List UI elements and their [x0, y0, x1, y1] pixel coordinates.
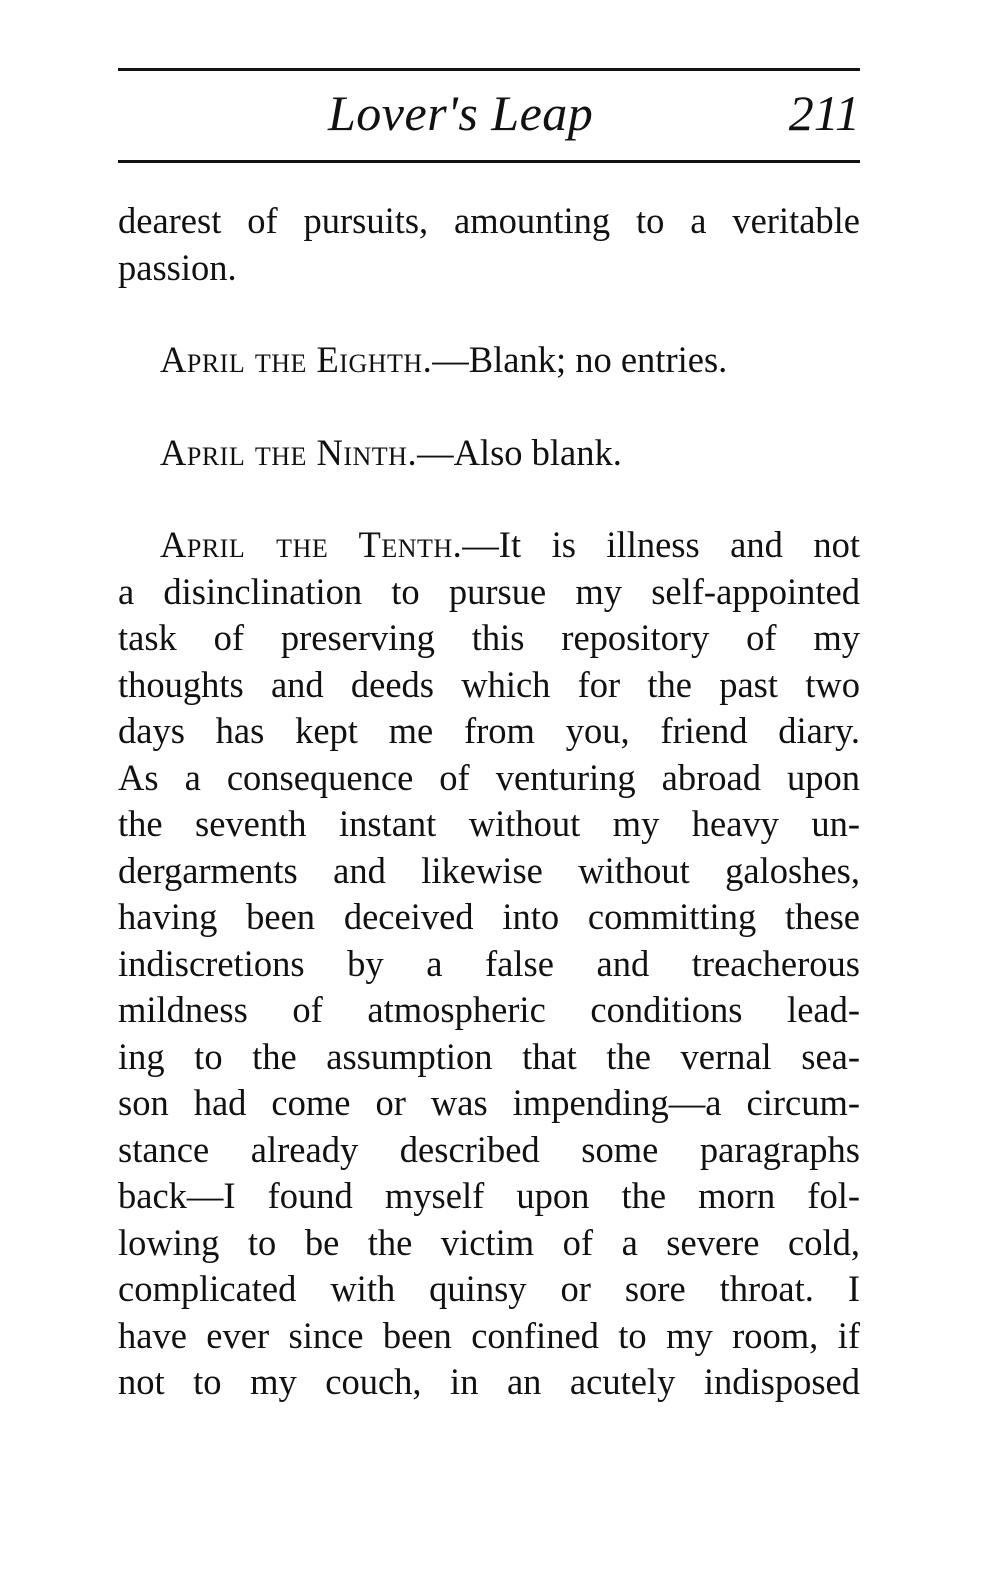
text-line: mildness of atmospheric conditions lead-: [118, 989, 860, 1030]
diary-entry-april-8: [118, 337, 860, 384]
body-text: [118, 198, 860, 1406]
text-line: lowing to be the victim of a severe cold,: [118, 1221, 860, 1263]
text-line: passion.: [118, 246, 237, 288]
text-line: days has kept me from you, friend diary.: [118, 710, 860, 751]
entry-text: —It is illness and not: [462, 524, 860, 565]
entry-text: —Also blank.: [417, 431, 622, 473]
text-line: indiscretions by a false and treacherous: [118, 942, 860, 984]
text-line: task of preserving this repository of my: [118, 617, 860, 658]
entry-date: April the Ninth.: [160, 431, 418, 473]
book-page: [118, 0, 860, 1592]
text-line: dearest of pursuits, amounting to a veritable: [118, 200, 860, 241]
entry-date: April the Eighth.: [160, 339, 433, 380]
text-line: having been deceived into committing these: [118, 896, 860, 937]
text-line: a disinclination to pursue my self-appointed: [118, 570, 860, 612]
header-top-rule: [118, 68, 860, 71]
header-bottom-rule: [118, 160, 860, 163]
diary-entry-april-9: [118, 430, 860, 477]
running-head: [118, 82, 860, 152]
diary-entry-april-10-first-line: [118, 522, 860, 569]
text-line: have ever since been confined to my room, if: [118, 1314, 860, 1356]
text-line: thoughts and deeds which for the past two: [118, 663, 860, 705]
text-line: As a consequence of venturing abroad upon: [118, 756, 860, 798]
entry-date: April the Tenth.: [160, 524, 463, 565]
running-head-title: Lover's Leap: [328, 85, 594, 141]
text-line: back—I found myself upon the morn fol-: [118, 1175, 860, 1216]
page-number: 211: [788, 85, 860, 141]
text-line: stance already described some paragraphs: [118, 1128, 860, 1170]
text-line: not to my couch, in an acutely indisposed: [118, 1361, 860, 1402]
text-line: the seventh instant without my heavy un-: [118, 803, 860, 844]
text-line: complicated with quinsy or sore throat. I: [118, 1268, 860, 1309]
text-line: ing to the assumption that the vernal sea-: [118, 1035, 860, 1077]
text-line: son had come or was impending—a circum-: [118, 1082, 860, 1123]
entry-text: —Blank; no entries.: [432, 339, 728, 380]
text-line: dergarments and likewise without galoshes,: [118, 849, 860, 891]
